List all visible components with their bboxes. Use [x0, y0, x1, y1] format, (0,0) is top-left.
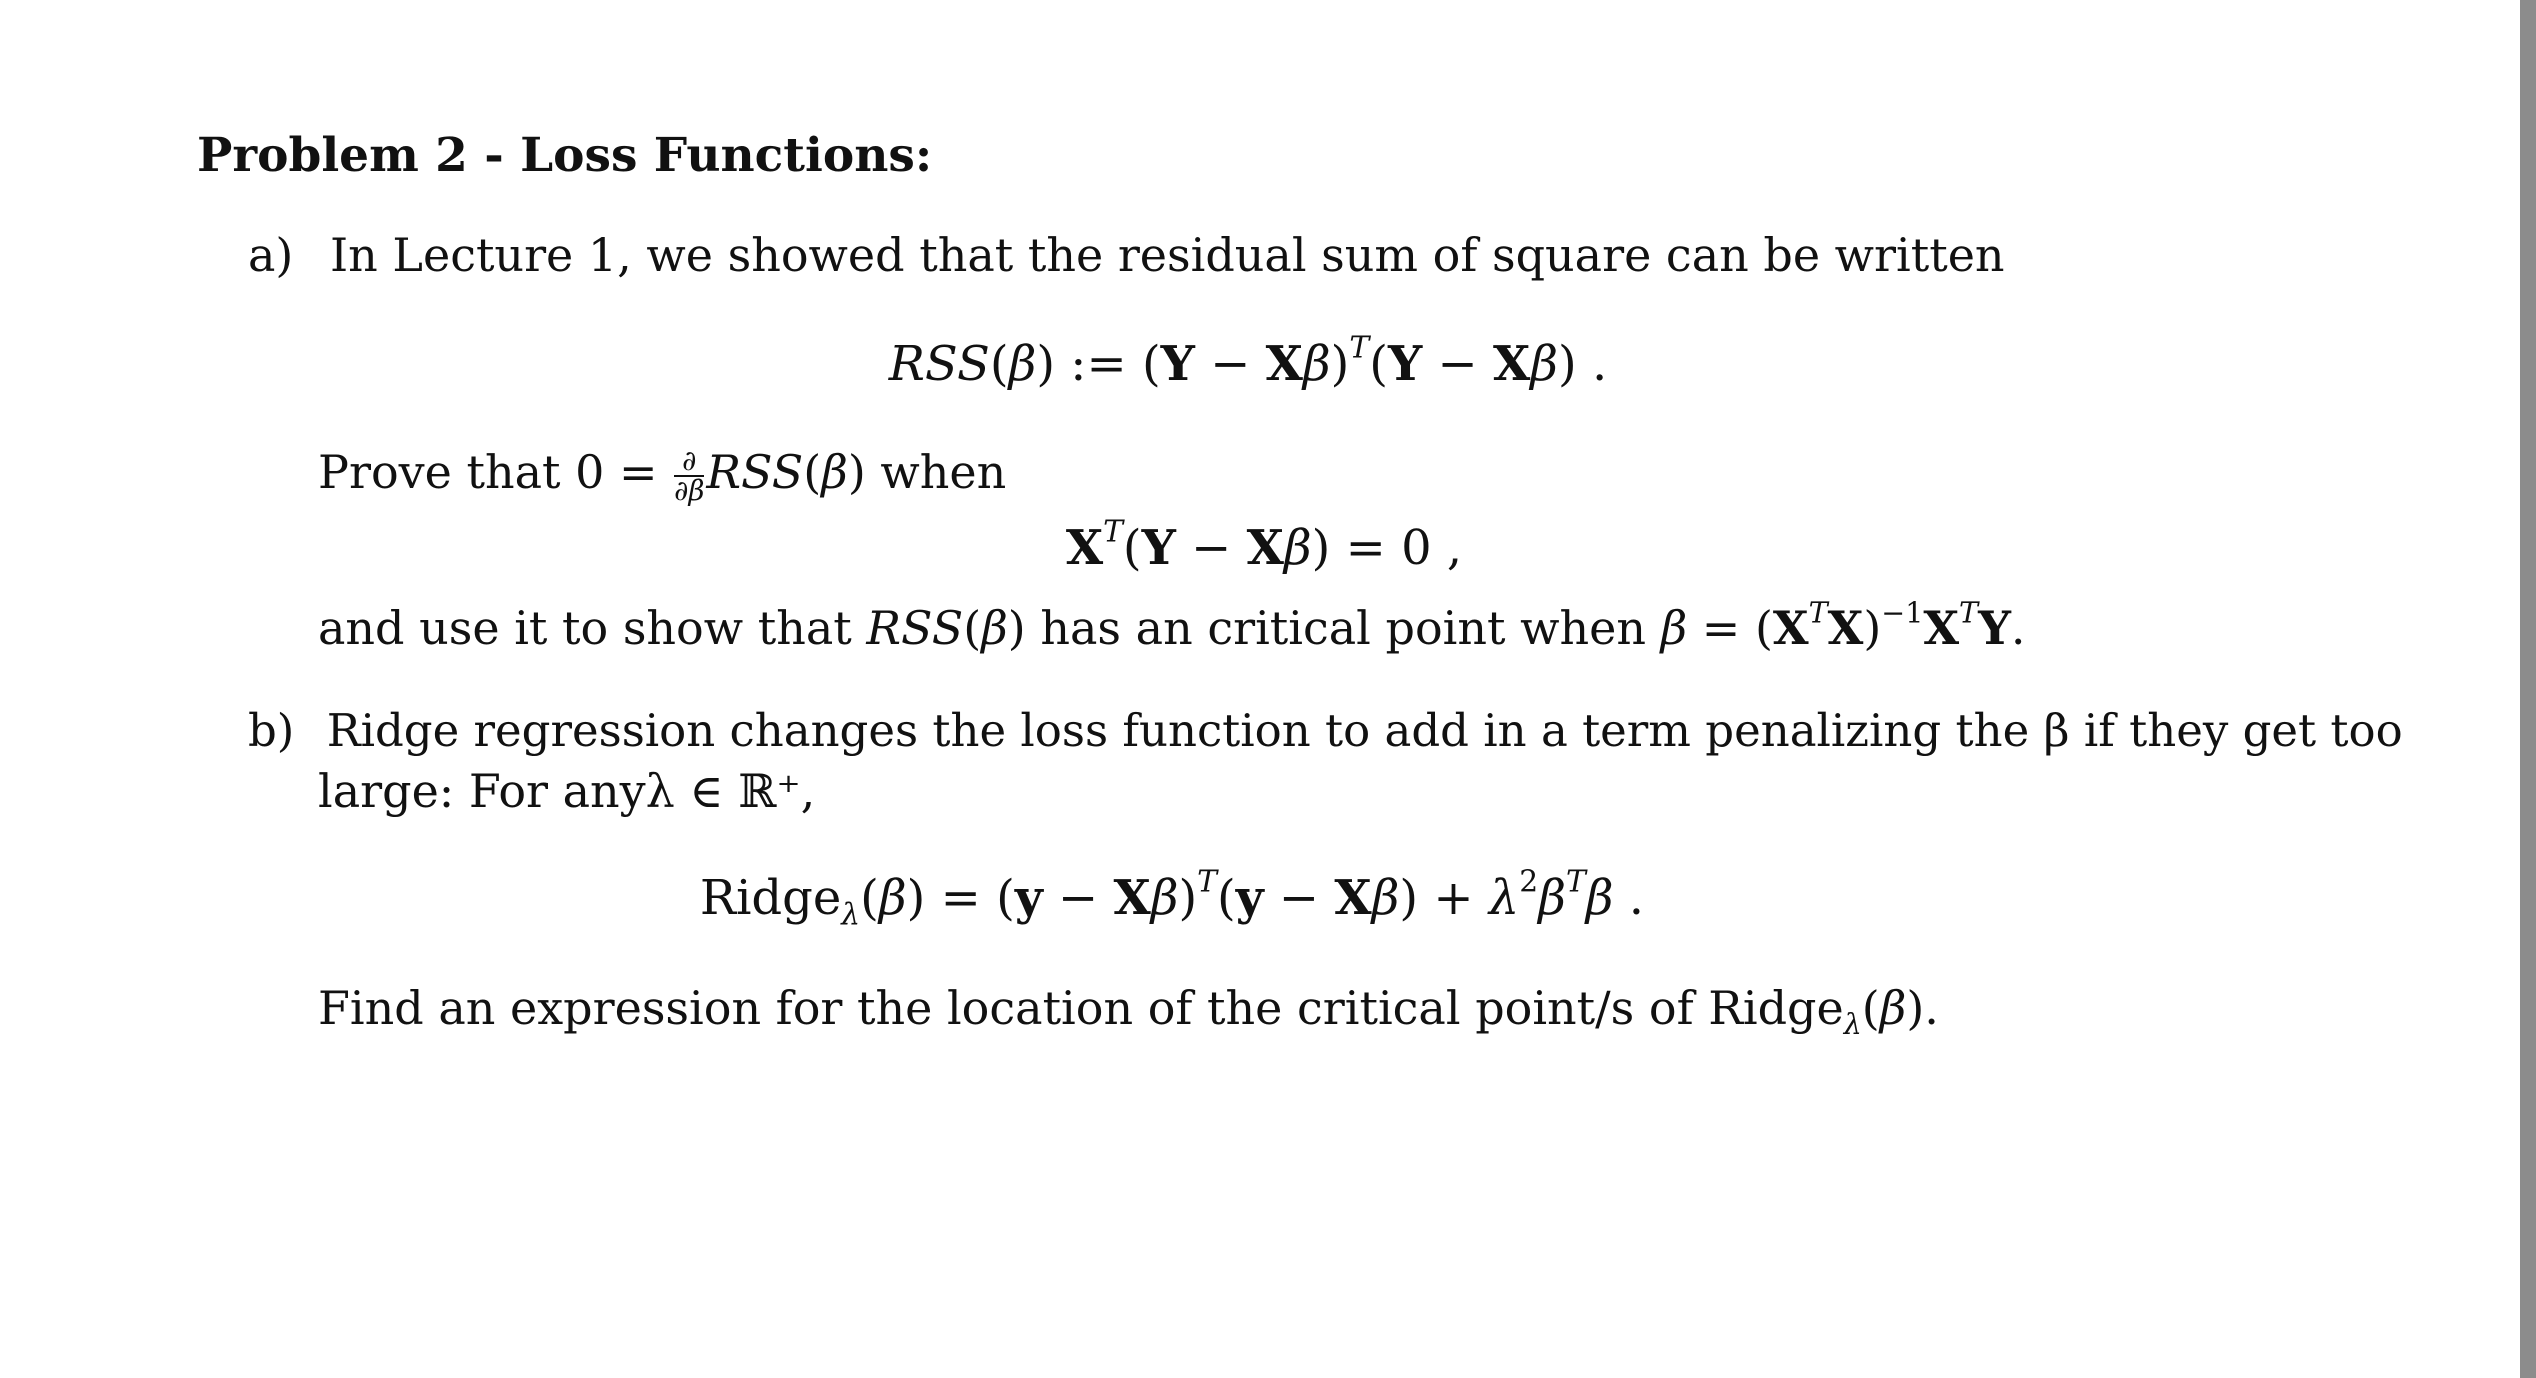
closing-line: and use it to show that RSS(β) has an critical point when $\beta = (X^TX)^{-1}X^TY$.: [318, 596, 2026, 655]
normal-equation: $X^T(Y - X\beta) = 0$ ,: [1065, 514, 1463, 576]
closing-text: and use it to show that: [318, 601, 852, 655]
prove-prefix: Prove that 0 =: [318, 445, 658, 499]
ridge-equation: Ridge$_\lambda$(β) = $(y - X\beta)^T(y - X\beta) + \lambda^2\beta^T\beta$ .: [699, 864, 1645, 933]
prove-suffix: when: [880, 445, 1007, 499]
part-b-line1: Ridge regression changes the loss function to add in a term penalizing the β if they get too: [326, 704, 2403, 757]
partial-derivative: $\frac{\partial}{\partial\beta}$: [674, 444, 705, 507]
prove-line: Prove that 0 = $\frac{\partial}{\partial\beta}$ RSS(β) when: [318, 444, 1007, 507]
part-b-line2: large: For anyλ ∈ ℝ⁺,: [318, 764, 816, 818]
part-b: [248, 706, 2403, 756]
part-a-label: a): [248, 228, 294, 282]
problem-title: Problem 2 - Loss Functions:: [197, 128, 933, 183]
scrollbar-edge: [2520, 0, 2536, 1378]
part-b-label: b): [248, 704, 295, 757]
closing-middle: has an critical point when: [1040, 601, 1646, 655]
part-a-intro: In Lecture 1, we showed that the residual sum of square can be written: [330, 228, 2005, 282]
part-a: [248, 230, 2005, 281]
find-line: Find an expression for the location of the critical point/s of Ridge$_\lambda$(β).: [318, 981, 1939, 1041]
find-text: Find an expression for the location of the critical point/s of: [318, 981, 1694, 1035]
rss-equation: RSS(β) := $(Y - X\beta)^T(Y - X\beta)$ .: [888, 330, 1608, 392]
